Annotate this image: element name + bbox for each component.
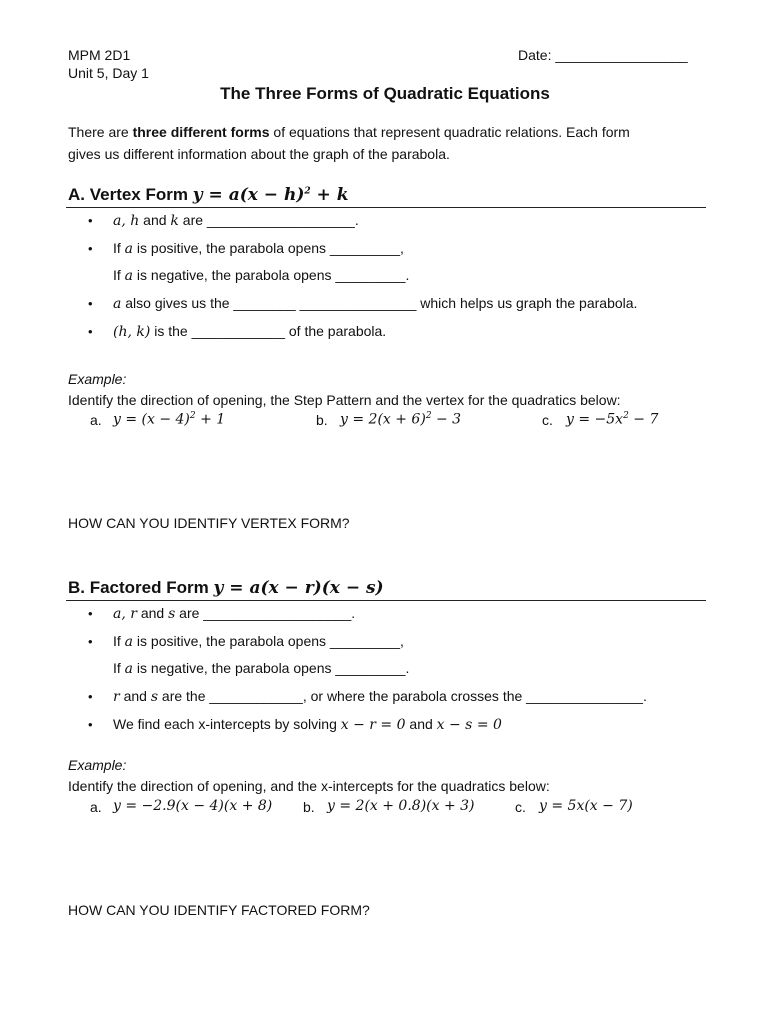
vertex-ex-a-label: a. — [90, 412, 102, 428]
factored-bullet-1: a, r and s are ___________________. — [113, 605, 356, 622]
factored-question: HOW CAN YOU IDENTIFY FACTORED FORM? — [68, 902, 370, 918]
section-b-rule — [66, 600, 706, 601]
bullet-icon: • — [88, 296, 93, 311]
intro-bold: three different forms — [132, 124, 270, 140]
vertex-bullet-3: a also gives us the ________ _______________ which helps us graph the parabola. — [113, 295, 638, 312]
factored-bullet-2b: If a is negative, the parabola opens _________. — [113, 660, 410, 677]
date-field[interactable]: Date: _________________ — [518, 47, 688, 63]
factored-ex-b: y = 2(x + 0.8)(x + 3) — [327, 798, 475, 814]
factored-ex-c: y = 5x(x − 7) — [539, 798, 633, 814]
intro-line-2: gives us different information about the graph of the parabola. — [68, 146, 450, 162]
factored-bullet-2: If a is positive, the parabola opens _________, — [113, 633, 404, 650]
bullet-icon: • — [88, 606, 93, 621]
vertex-bullet-1: a, h and k are ___________________. — [113, 212, 359, 229]
vertex-ex-b-label: b. — [316, 412, 328, 428]
section-a-rule — [66, 207, 706, 208]
factored-example-label: Example: — [68, 757, 127, 773]
bullet-icon: • — [88, 213, 93, 228]
bullet-icon: • — [88, 324, 93, 339]
factored-form-equation: y = a(x − r)(x − s) — [213, 578, 384, 598]
bullet-icon: • — [88, 717, 93, 732]
factored-ex-a-label: a. — [90, 799, 102, 815]
bullet-icon: • — [88, 241, 93, 256]
intro-line-1: There are three different forms of equations that represent quadratic relations. Each form — [68, 124, 630, 140]
factored-form-heading: B. Factored Form y = a(x − r)(x − s) — [68, 578, 384, 598]
factored-ex-a: y = −2.9(x − 4)(x + 8) — [113, 798, 273, 814]
vertex-bullet-4: (h, k) is the ____________ of the parabola. — [113, 323, 387, 340]
page-title: The Three Forms of Quadratic Equations — [220, 84, 550, 103]
bullet-icon: • — [88, 634, 93, 649]
vertex-ex-a: $y = (x - 4)^2 + 1$ — [113, 411, 226, 428]
factored-bullet-3: r and s are the ____________, or where the parabola crosses the _______________. — [113, 688, 647, 705]
factored-ex-c-label: c. — [515, 799, 526, 815]
vertex-form-heading: A. Vertex Form $y = a(x - h)^2 + k$ — [68, 185, 349, 205]
factored-bullet-4: We find each x-intercepts by solving x − r = 0 and x − s = 0 — [113, 716, 502, 733]
vertex-example-text: Identify the direction of opening, the Step Pattern and the vertex for the quadratics below: — [68, 392, 621, 408]
unit-label: Unit 5, Day 1 — [68, 65, 149, 81]
factored-ex-b-label: b. — [303, 799, 315, 815]
course-code: MPM 2D1 — [68, 47, 131, 63]
vertex-ex-c: $y = -5x^2 - 7$ — [566, 411, 659, 428]
vertex-bullet-2: If a is positive, the parabola opens _________, — [113, 240, 404, 257]
vertex-example-label: Example: — [68, 371, 127, 387]
vertex-bullet-2b: If a is negative, the parabola opens _________. — [113, 267, 410, 284]
bullet-icon: • — [88, 689, 93, 704]
vertex-ex-b: $y = 2(x + 6)^2 - 3$ — [340, 411, 462, 428]
vertex-ex-c-label: c. — [542, 412, 553, 428]
factored-example-text: Identify the direction of opening, and the x-intercepts for the quadratics below: — [68, 778, 550, 794]
vertex-question: HOW CAN YOU IDENTIFY VERTEX FORM? — [68, 515, 350, 531]
vertex-form-equation: $y = a(x - h)^2 + k$ — [192, 185, 349, 205]
